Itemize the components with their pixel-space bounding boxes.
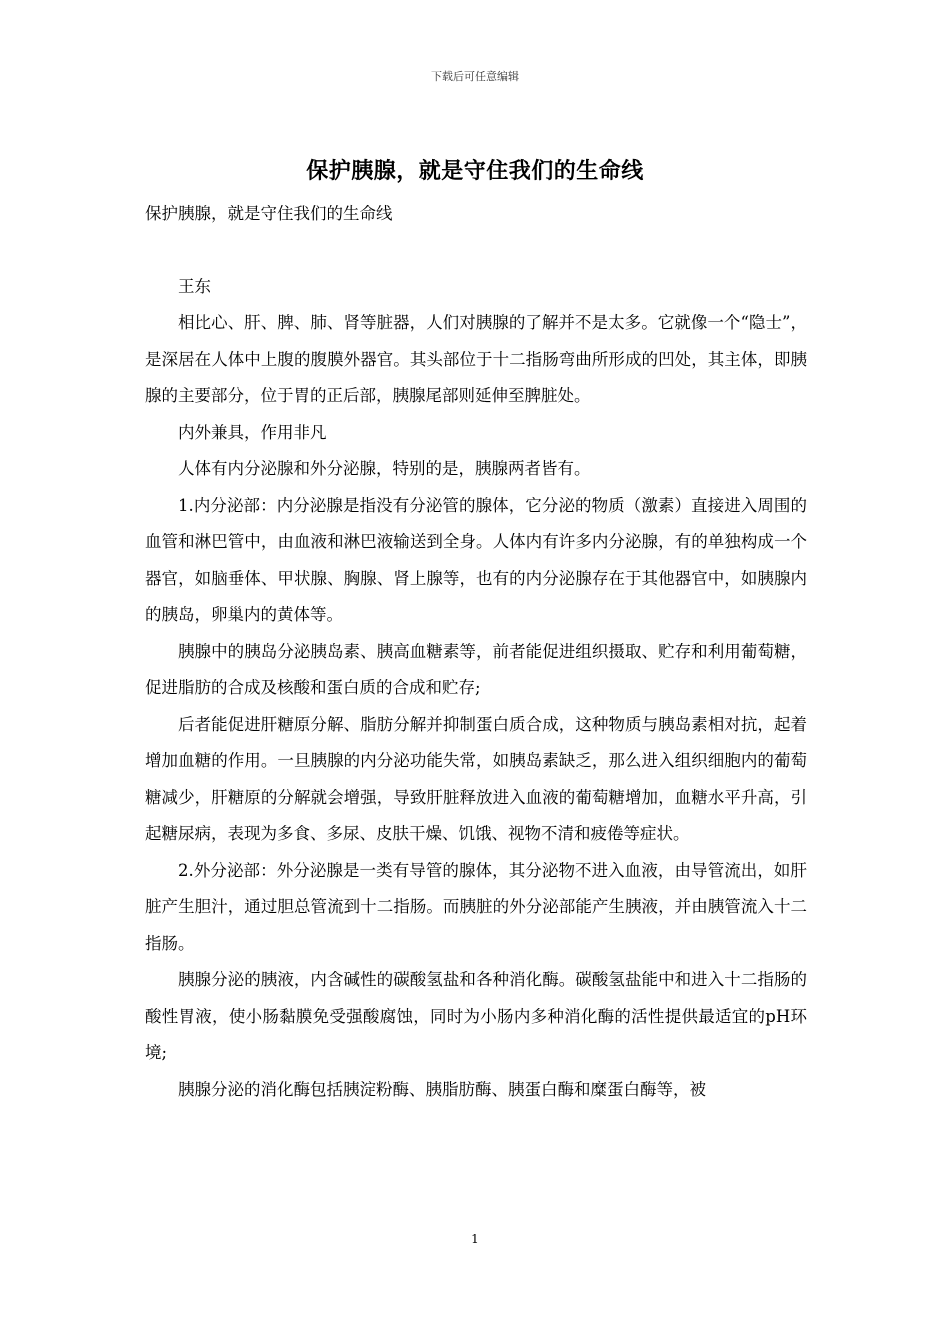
- document-title: 保护胰腺，就是守住我们的生命线: [306, 158, 644, 184]
- paragraph: 1.内分泌部：内分泌腺是指没有分泌管的腺体，它分泌的物质（激素）直接进入周围的血管和淋巴管中，由血液和淋巴液输送到全身。人体内有许多内分泌腺，有的单独构成一个器官，如脑垂体、甲状腺、胸腺、肾上腺等，也有的内分泌腺存在于其他器官中，如胰腺内的胰岛，卵巢内的黄体等。: [145, 495, 807, 624]
- paragraph: 后者能促进肝糖原分解、脂肪分解并抑制蛋白质合成，这种物质与胰岛素相对抗，起着增加血糖的作用。一旦胰腺的内分泌功能失常，如胰岛素缺乏，那么进入组织细胞内的葡萄糖减少，肝糖原的分解就会增强，导致肝脏释放进入血液的葡萄糖增加，血糖水平升高，引起糖尿病，表现为多食、多尿、皮肤干燥、饥饿、视物不清和疲倦等症状。: [145, 714, 807, 843]
- document-subtitle: 保护胰腺，就是守住我们的生命线: [145, 204, 393, 223]
- page-header: 下载后可任意编辑: [431, 70, 519, 83]
- page-number: 1: [471, 1232, 479, 1246]
- blank-line: [145, 233, 807, 269]
- document-body: [145, 196, 807, 1108]
- paragraph: 2.外分泌部：外分泌腺是一类有导管的腺体，其分泌物不进入血液，由导管流出，如肝脏产生胆汁，通过胆总管流到十二指肠。而胰脏的外分泌部能产生胰液，并由胰管流入十二指肠。: [145, 860, 807, 953]
- paragraph-intro: 相比心、肝、脾、肺、肾等脏器，人们对胰腺的了解并不是太多。它就像一个“隐士”，是深居在人体中上腹的腹膜外器官。其头部位于十二指肠弯曲所形成的凹处，其主体，即胰腺的主要部分，位于胃的正后部，胰腺尾部则延伸至脾脏处。: [145, 313, 807, 405]
- paragraph: 胰腺中的胰岛分泌胰岛素、胰高血糖素等，前者能促进组织摄取、贮存和利用葡萄糖，促进脂肪的合成及核酸和蛋白质的合成和贮存;: [145, 641, 807, 697]
- paragraph: 胰腺分泌的胰液，内含碱性的碳酸氢盐和各种消化酶。碳酸氢盐能中和进入十二指肠的酸性胃液，使小肠黏膜免受强酸腐蚀，同时为小肠内多种消化酶的活性提供最适宜的pH环境;: [145, 970, 807, 1062]
- author-name: 王东: [178, 276, 211, 296]
- paragraph: 胰腺分泌的消化酶包括胰淀粉酶、胰脂肪酶、胰蛋白酶和糜蛋白酶等，被: [178, 1079, 706, 1099]
- paragraph: 人体有内分泌腺和外分泌腺，特别的是，胰腺两者皆有。: [178, 459, 591, 478]
- section-heading: 内外兼具，作用非凡: [178, 422, 327, 442]
